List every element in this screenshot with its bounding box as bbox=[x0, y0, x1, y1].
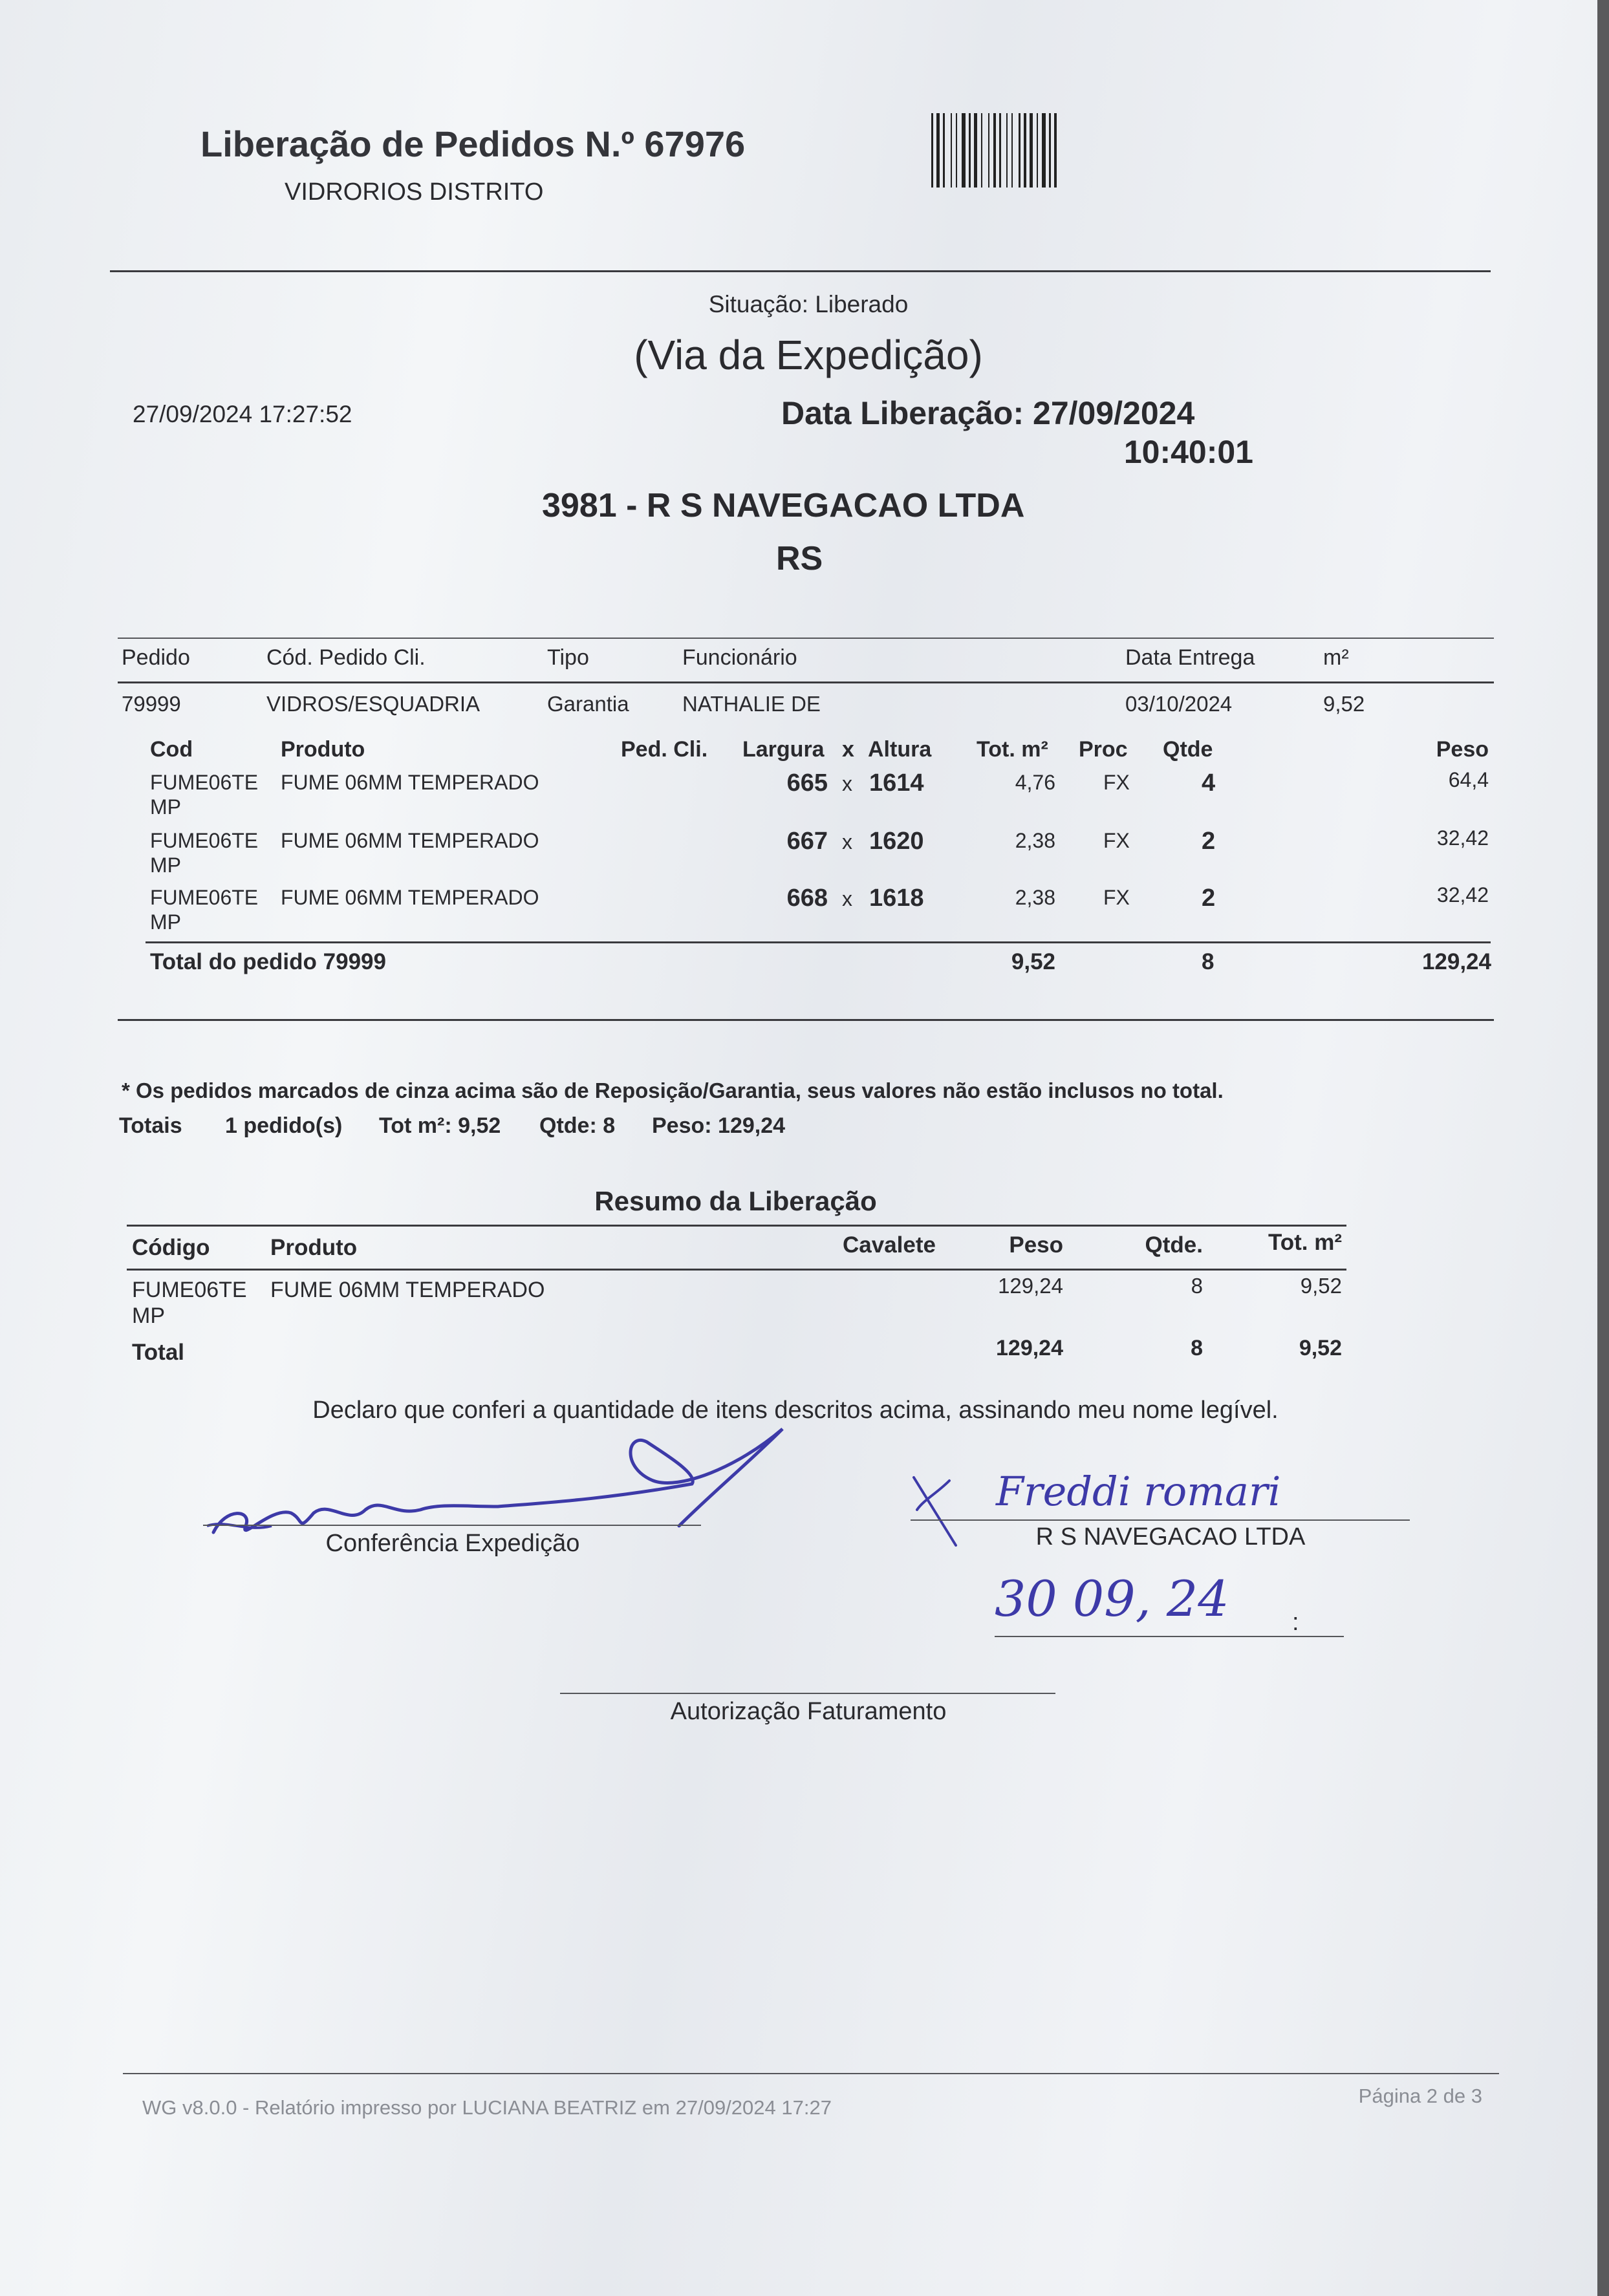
item-peso: 32,42 bbox=[1436, 883, 1489, 907]
col-header-m2: m² bbox=[1323, 645, 1349, 670]
barcode-bar bbox=[962, 113, 966, 188]
item-cod: FUME06TE bbox=[150, 829, 259, 852]
copy-label: (Via da Expedição) bbox=[634, 332, 983, 378]
item-header-proc: Proc bbox=[1079, 737, 1128, 762]
item-cod: FUME06TE bbox=[150, 886, 259, 909]
barcode-bar bbox=[993, 113, 996, 188]
autorizacao-line bbox=[560, 1693, 1055, 1694]
print-datetime: 27/09/2024 17:27:52 bbox=[133, 401, 352, 427]
item-altura: 1620 bbox=[869, 828, 924, 855]
totals-m2: Tot m²: 9,52 bbox=[379, 1113, 501, 1138]
summary-codigo-suffix: MP bbox=[132, 1304, 165, 1328]
item-qtde: 2 bbox=[1202, 885, 1216, 912]
item-header-ped-cli: Ped. Cli. bbox=[621, 737, 708, 762]
item-x: x bbox=[842, 772, 852, 795]
summary-header-qtde: Qtde. bbox=[1145, 1232, 1203, 1258]
customer-name: 3981 - R S NAVEGACAO LTDA bbox=[542, 487, 1025, 524]
date-line bbox=[995, 1636, 1344, 1637]
summary-total-tot-m2: 9,52 bbox=[1299, 1336, 1342, 1360]
item-cod-suffix: MP bbox=[150, 795, 181, 819]
summary-header-codigo: Código bbox=[132, 1235, 210, 1260]
barcode-bar bbox=[1054, 113, 1057, 188]
date-separator: : bbox=[1292, 1609, 1299, 1636]
item-peso: 32,42 bbox=[1436, 826, 1489, 850]
conferencia-label: Conferência Expedição bbox=[325, 1530, 580, 1557]
customer-state: RS bbox=[776, 540, 823, 577]
barcode-bar bbox=[1024, 113, 1026, 188]
item-largura: 668 bbox=[786, 885, 828, 912]
barcode-bar bbox=[951, 113, 952, 188]
item-x: x bbox=[842, 830, 852, 853]
item-header-produto: Produto bbox=[281, 737, 365, 762]
customer-signature-line bbox=[911, 1519, 1410, 1521]
summary-header-cavalete: Cavalete bbox=[843, 1232, 936, 1258]
release-date: Data Liberação: 27/09/2024 bbox=[781, 395, 1195, 431]
order-total-peso: 129,24 bbox=[1421, 949, 1491, 974]
barcode-bar bbox=[1030, 113, 1033, 188]
item-header-peso: Peso bbox=[1436, 737, 1489, 762]
totals-orders: 1 pedido(s) bbox=[225, 1113, 343, 1138]
item-cod-suffix: MP bbox=[150, 910, 181, 934]
orders-table-bottom bbox=[118, 1019, 1494, 1021]
customer-signature-name: Freddi romari bbox=[996, 1468, 1281, 1515]
barcode-bar bbox=[1011, 113, 1013, 188]
item-header-x: x bbox=[842, 737, 854, 762]
summary-codigo: FUME06TE bbox=[132, 1278, 247, 1302]
order-cod-cli: VIDROS/ESQUADRIA bbox=[266, 692, 481, 716]
item-proc: FX bbox=[1103, 886, 1130, 909]
summary-header-produto: Produto bbox=[270, 1235, 358, 1260]
footer-page-number: Página 2 de 3 bbox=[1358, 2085, 1482, 2107]
header-divider bbox=[110, 270, 1491, 272]
summary-qtde: 8 bbox=[1191, 1274, 1203, 1298]
orders-table-top bbox=[118, 638, 1494, 639]
footer-printed-by: WG v8.0.0 - Relatório impresso por LUCIANA BEATRIZ em 27/09/2024 17:27 bbox=[142, 2096, 832, 2119]
order-data-entrega: 03/10/2024 bbox=[1125, 692, 1233, 716]
barcode-bar bbox=[1049, 113, 1051, 188]
autorizacao-label: Autorização Faturamento bbox=[670, 1698, 947, 1725]
summary-header-tot-m2: Tot. m² bbox=[1268, 1230, 1342, 1255]
document-title: Liberação de Pedidos N.º 67976 bbox=[200, 123, 746, 164]
summary-tot-m2: 9,52 bbox=[1300, 1274, 1342, 1298]
item-header-qtde: Qtde bbox=[1163, 737, 1213, 762]
item-largura: 665 bbox=[786, 769, 828, 797]
item-qtde: 2 bbox=[1202, 828, 1216, 855]
barcode-bar bbox=[1037, 113, 1038, 188]
barcode-bar bbox=[974, 113, 977, 188]
barcode-bar bbox=[981, 113, 982, 188]
item-header-tot-m2: Tot. m² bbox=[977, 737, 1048, 762]
item-altura: 1618 bbox=[869, 885, 924, 912]
item-proc: FX bbox=[1103, 771, 1130, 794]
item-produto: FUME 06MM TEMPERADO bbox=[281, 771, 539, 794]
footer-divider bbox=[123, 2073, 1499, 2074]
reposicao-notice: * Os pedidos marcados de cinza acima são de Reposição/Garantia, seus valores não estão inclusos no total. bbox=[122, 1078, 1224, 1102]
release-time: 10:40:01 bbox=[1123, 434, 1253, 470]
summary-total-qtde: 8 bbox=[1191, 1336, 1203, 1360]
col-header-cod-cli: Cód. Pedido Cli. bbox=[266, 645, 426, 670]
handwritten-date: 30 09, 24 bbox=[995, 1570, 1229, 1627]
item-largura: 667 bbox=[786, 828, 828, 855]
summary-header-divider bbox=[127, 1269, 1346, 1271]
barcode-bar bbox=[1019, 113, 1020, 188]
item-header-cod: Cod bbox=[150, 737, 193, 762]
item-cod-suffix: MP bbox=[150, 853, 181, 877]
orders-header-divider bbox=[118, 681, 1494, 683]
item-cod: FUME06TE bbox=[150, 771, 259, 794]
summary-produto: FUME 06MM TEMPERADO bbox=[270, 1278, 545, 1302]
col-header-pedido: Pedido bbox=[122, 645, 190, 670]
barcode-bar bbox=[1006, 113, 1008, 188]
barcode-bar bbox=[931, 113, 933, 188]
totals-peso: Peso: 129,24 bbox=[652, 1113, 786, 1138]
order-total-qtde: 8 bbox=[1202, 949, 1215, 974]
barcode-bar bbox=[956, 113, 957, 188]
items-total-divider bbox=[146, 941, 1491, 943]
summary-header-peso: Peso bbox=[1009, 1232, 1063, 1258]
order-tipo: Garantia bbox=[547, 692, 629, 716]
summary-total-peso: 129,24 bbox=[996, 1336, 1063, 1360]
item-peso: 64,4 bbox=[1448, 768, 1489, 791]
order-funcionario: NATHALIE DE bbox=[682, 692, 821, 716]
item-produto: FUME 06MM TEMPERADO bbox=[281, 886, 539, 909]
col-header-data-entrega: Data Entrega bbox=[1125, 645, 1255, 670]
summary-total-label: Total bbox=[132, 1340, 185, 1365]
company-name: VIDRORIOS DISTRITO bbox=[285, 178, 544, 206]
item-tot-m2: 4,76 bbox=[1015, 771, 1055, 794]
item-altura: 1614 bbox=[869, 769, 924, 797]
order-total-m2: 9,52 bbox=[1011, 949, 1055, 974]
item-header-largura: Largura bbox=[742, 737, 825, 762]
item-proc: FX bbox=[1103, 829, 1130, 852]
barcode-bar bbox=[936, 113, 940, 188]
item-qtde: 4 bbox=[1202, 769, 1216, 797]
order-pedido: 79999 bbox=[122, 692, 181, 716]
barcode-bar bbox=[999, 113, 1001, 188]
order-m2: 9,52 bbox=[1323, 692, 1365, 716]
col-header-tipo: Tipo bbox=[547, 645, 589, 670]
col-header-funcionario: Funcionário bbox=[682, 645, 797, 670]
item-x: x bbox=[842, 887, 852, 910]
totals-qtde: Qtde: 8 bbox=[539, 1113, 616, 1138]
order-total-label: Total do pedido 79999 bbox=[150, 949, 386, 974]
summary-peso: 129,24 bbox=[998, 1274, 1063, 1298]
conferencia-line bbox=[203, 1525, 701, 1526]
barcode-bar bbox=[988, 113, 989, 188]
barcode-bar bbox=[1042, 113, 1046, 188]
summary-title: Resumo da Liberação bbox=[594, 1186, 877, 1216]
barcode bbox=[931, 113, 1174, 188]
item-tot-m2: 2,38 bbox=[1015, 829, 1055, 852]
barcode-bar bbox=[943, 113, 945, 188]
status-text: Situação: Liberado bbox=[708, 291, 909, 317]
item-tot-m2: 2,38 bbox=[1015, 886, 1055, 909]
customer-signature-label: R S NAVEGACAO LTDA bbox=[1035, 1523, 1306, 1550]
summary-table-top bbox=[127, 1225, 1346, 1227]
barcode-bar bbox=[969, 113, 971, 188]
item-produto: FUME 06MM TEMPERADO bbox=[281, 829, 539, 852]
item-header-altura: Altura bbox=[868, 737, 932, 762]
totals-label: Totais bbox=[119, 1113, 182, 1138]
declaration-text: Declaro que conferi a quantidade de itens descritos acima, assinando meu nome legível. bbox=[312, 1397, 1279, 1424]
